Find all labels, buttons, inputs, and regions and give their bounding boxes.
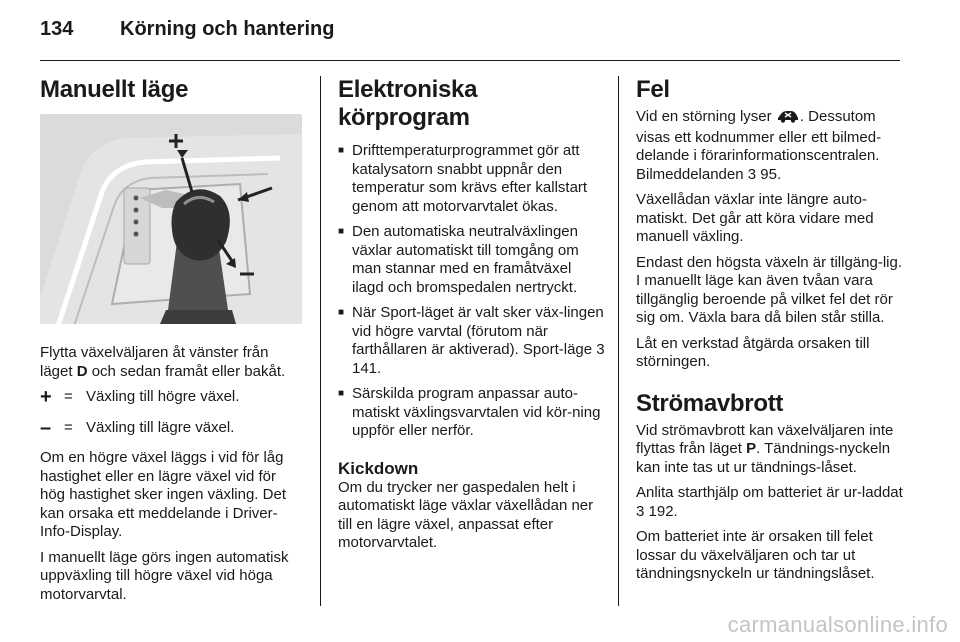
fault-paragraph-2: Växellådan växlar inte längre auto-matiskt. Det går att köra vidare med manuell växling. [636, 191, 874, 245]
page-section-title: Körning och hantering [120, 18, 335, 40]
power-failure-paragraph-1: Vid strömavbrott kan växelväljaren inte flyttas från läget P. Tändnings-nyckeln kan inte tas ut ur tändnings-låset. [636, 421, 894, 476]
gear-selector-illustration [40, 114, 302, 324]
list-item: ■ Drifttemperaturprogrammet gör att katalysatorn snabbt uppnår den temperatur som krävs efter kallstart genom att motorvarvtalet ökas. [338, 142, 606, 216]
plus-icon: + [40, 386, 52, 408]
column-2 [338, 76, 606, 560]
power-failure-paragraph-3: Om batteriet inte är orsaken till felet lossar du växelväljaren och tar ut tändningsnyckeln ur tändningslåset. [636, 528, 875, 582]
programs-list [338, 142, 606, 441]
column-divider [320, 76, 321, 606]
page-ref-icon: 3 [596, 341, 605, 358]
page-header [40, 18, 334, 41]
legend-downshift: – = Växling till lägre växel. [40, 416, 235, 439]
kickdown-heading: Kickdown [338, 458, 419, 478]
page-ref-icon: 3 [747, 165, 757, 183]
power-failure-paragraph-2: Anlita starthjälp om batteriet är ur-laddat 3 192. [636, 484, 903, 520]
watermark: carmanualsonline.info [727, 612, 948, 637]
fault-paragraph-4: Låt en verkstad åtgärda orsaken till störningen. [636, 334, 870, 370]
manual-mode-intro: Flytta växelväljaren åt vänster från läget D och sedan framåt eller bakåt. [40, 344, 286, 380]
list-item: ■ Särskilda program anpassar auto-matiskt växlingsvarvtalen vid kör-ning uppför eller nerför. [338, 385, 606, 441]
fault-paragraph-1: Vid en störning lyser . Dessutom visas ett kodnummer eller ett bilmed-delande i förarinformationscentralen. Bilmeddelanden 3 95. [636, 108, 882, 183]
minus-icon: – [40, 416, 52, 439]
header-rule [40, 60, 900, 61]
electronic-programs-heading: Elektroniska körprogram [338, 76, 478, 131]
column-3 [636, 76, 904, 591]
fault-heading: Fel [636, 76, 670, 103]
page-number: 134 [40, 18, 74, 40]
shift-warning-paragraph: Om en högre växel läggs i vid för låg hastighet eller en lägre växel vid för hög hastighet sker ingen växling. Det kan orsaka ett meddelande i Driver-Info-Display. [40, 449, 286, 540]
column-divider [618, 76, 619, 606]
downshift-text: Växling till lägre växel. [86, 418, 235, 436]
page-ref-icon: 3 [636, 502, 645, 520]
upshift-text: Växling till högre växel. [86, 388, 240, 405]
list-item: ■ När Sport-läget är valt sker väx-lingen vid högre varvtal (förutom när farthållaren är aktiverad). Sport-läge 3 141. [338, 304, 606, 378]
kickdown-paragraph: Om du trycker ner gaspedalen helt i automatiskt läge växlar växellådan ner till en lägre växel, anpassat efter motorvarvtalet. [338, 478, 594, 551]
legend-upshift: + = Växling till högre växel. [40, 386, 240, 408]
list-item: ■ Den automatiska neutralväxlingen växlar automatiskt till tomgång om man stannar med en framåtväxel ilagd och bromspedalen nertryckt. [338, 223, 606, 297]
manual-mode-heading: Manuellt läge [40, 76, 189, 103]
column-1 [40, 76, 302, 611]
no-auto-upshift-paragraph: I manuellt läge görs ingen automatisk uppväxling till högre växel vid höga motorvarvtal. [40, 548, 289, 603]
power-failure-heading: Strömavbrott [636, 389, 784, 417]
car-warning-icon [776, 109, 800, 129]
fault-paragraph-3: Endast den högsta växeln är tillgäng-lig. I manuellt läge kan även tvåan vara tillgänglig beroende på vilket fel det rör sig om. Växla bara då bilen står stilla. [636, 253, 903, 326]
